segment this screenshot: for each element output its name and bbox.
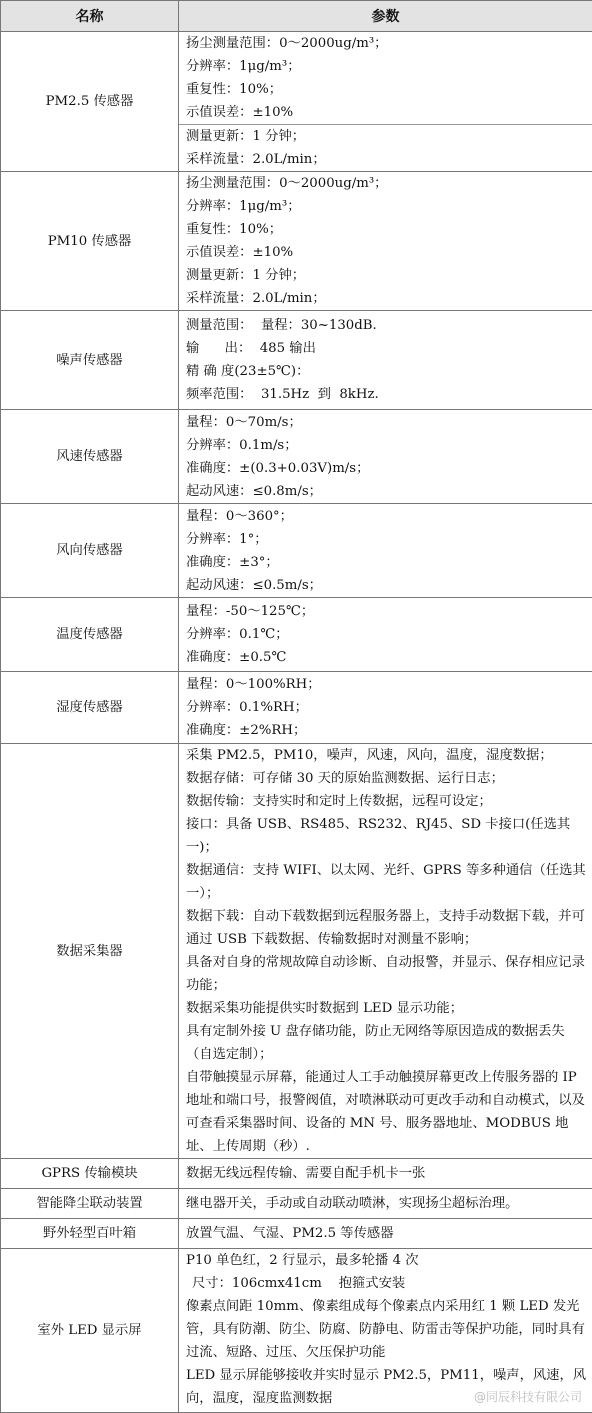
param-line: 量程：-50～125℃； xyxy=(186,600,592,623)
table-row xyxy=(1,172,592,311)
param-line: 频率范围： 31.5Hz 到 8kHz. xyxy=(186,383,592,406)
row-params xyxy=(179,32,592,172)
param-line: 具备对自身的常规故障自动诊断、自动报警，并显示、保存相应记录功能； xyxy=(186,951,592,997)
row-name: 风向传感器 xyxy=(1,504,179,598)
row-name: 风速传感器 xyxy=(1,410,179,504)
table-row xyxy=(1,504,592,598)
param-line: 放置气温、气湿、PM2.5 等传感器 xyxy=(186,1222,592,1245)
param-line: 起动风速：≤0.8m/s； xyxy=(186,480,592,503)
param-line: 分辨率：0.1m/s； xyxy=(186,434,592,457)
param-line: 数据通信：支持 WIFI、以太网、光纤、GPRS 等多种通信（任选其一）； xyxy=(186,859,592,905)
param-line: 重复性：10%； xyxy=(186,78,592,101)
param-line: 扬尘测量范围：0～2000ug/m³； xyxy=(186,32,592,55)
param-line: P10 单色红，2 行显示，最多轮播 4 次 xyxy=(186,1249,592,1272)
param-line: 分辨率：1μg/m³； xyxy=(186,195,592,218)
param-line: 分辨率：1μg/m³； xyxy=(186,55,592,78)
param-line: 数据采集功能提供实时数据到 LED 显示功能； xyxy=(186,997,592,1020)
param-line: LED 显示屏能够接收并实时显示 PM2.5，PM11，噪声，风速，风向，温度，湿度监测数据 xyxy=(186,1364,592,1410)
table-header-row xyxy=(1,1,592,32)
row-name: 数据采集器 xyxy=(1,744,179,1159)
row-params xyxy=(179,410,592,504)
param-line: 分辨率：1°； xyxy=(186,528,592,551)
param-line: 数据存储：可存储 30 天的原始监测数据、运行日志； xyxy=(186,767,592,790)
table-row xyxy=(1,598,592,672)
table-row xyxy=(1,1159,592,1189)
param-line: 采样流量：2.0L/min； xyxy=(186,148,592,171)
param-line: 准确度：±0.5℃ xyxy=(186,646,592,669)
param-line: 继电器开关，手动或自动联动喷淋，实现扬尘超标治理。 xyxy=(186,1192,592,1215)
param-line: 数据下载：自动下载数据到远程服务器上，支持手动数据下载，并可通过 USB 下载数据、传输数据时对测量不影响； xyxy=(186,905,592,951)
row-params xyxy=(179,1219,592,1249)
table-row xyxy=(1,672,592,744)
table-row xyxy=(1,32,592,172)
param-line: 示值误差：±10% xyxy=(186,241,592,264)
param-line: 准确度：±3°； xyxy=(186,551,592,574)
param-line: 像素点间距 10mm、像素组成每个像素点内采用红 1 颗 LED 发光管，具有防潮、防尘、防腐、防静电、防雷击等保护功能，同时具有过流、短路、过压、欠压保护功能 xyxy=(186,1295,592,1364)
param-line: 准确度：±(0.3+0.03V)m/s； xyxy=(186,457,592,480)
row-params xyxy=(179,172,592,311)
row-params xyxy=(179,672,592,744)
row-params xyxy=(179,504,592,598)
header-name: 名称 xyxy=(1,1,179,32)
param-line: 尺寸：106cmx41cm 抱箍式安装 xyxy=(186,1272,592,1295)
param-line: 自带触摸显示屏幕，能通过人工手动触摸屏幕更改上传服务器的 IP 地址和端口号，报警阀值，对喷淋联动可更改手动和自动模式，以及可查看采集器时间、设备的 MN 号、服务器地址、MODBUS 地址、上传周期（秒）. xyxy=(186,1066,592,1158)
param-line: 测量范围： 量程：30~130dB. xyxy=(186,314,592,337)
param-line: 量程：0～100%RH； xyxy=(186,673,592,696)
param-line: 数据传输：支持实时和定时上传数据，远程可设定； xyxy=(186,790,592,813)
row-name: 温度传感器 xyxy=(1,598,179,672)
param-line: 具有定制外接 U 盘存储功能，防止无网络等原因造成的数据丢失（自选定制）； xyxy=(186,1020,592,1066)
row-params xyxy=(179,311,592,410)
param-line: 精 确 度(23±5℃)： xyxy=(186,360,592,383)
param-line: 量程：0～70m/s； xyxy=(186,411,592,434)
param-line: 接口：具备 USB、RS485、RS232、RJ45、SD 卡接口(任选其一)； xyxy=(186,813,592,859)
row-name: PM10 传感器 xyxy=(1,172,179,311)
param-line: 起动风速：≤0.5m/s； xyxy=(186,574,592,597)
param-line: 准确度：±2%RH； xyxy=(186,719,592,742)
param-line: 输 出： 485 输出 xyxy=(186,337,592,360)
table-row xyxy=(1,311,592,410)
param-line: 测量更新：1 分钟； xyxy=(179,124,592,148)
param-line: 采集 PM2.5，PM10，噪声，风速，风向，温度，湿度数据； xyxy=(186,744,592,767)
param-line: 数据无线远程传输、需要自配手机卡一张 xyxy=(186,1162,592,1185)
param-line: 扬尘测量范围：0～2000ug/m³； xyxy=(186,172,592,195)
row-params xyxy=(179,1159,592,1189)
row-name: 噪声传感器 xyxy=(1,311,179,410)
param-line: 重复性：10%； xyxy=(186,218,592,241)
row-params xyxy=(179,1189,592,1219)
row-name: 野外轻型百叶箱 xyxy=(1,1219,179,1249)
table-row xyxy=(1,744,592,1159)
row-params xyxy=(179,744,592,1159)
param-line: 采样流量：2.0L/min； xyxy=(186,287,592,310)
row-name: 智能降尘联动装置 xyxy=(1,1189,179,1219)
row-name: PM2.5 传感器 xyxy=(1,32,179,172)
table-row xyxy=(1,1189,592,1219)
row-params xyxy=(179,598,592,672)
row-name: 湿度传感器 xyxy=(1,672,179,744)
param-line: 分辨率：0.1℃； xyxy=(186,623,592,646)
table-row xyxy=(1,410,592,504)
table-row xyxy=(1,1219,592,1249)
param-line: 测量更新：1 分钟； xyxy=(186,264,592,287)
param-line: 量程：0～360°； xyxy=(186,505,592,528)
watermark: @同辰科技有限公司 xyxy=(474,1388,582,1405)
header-params: 参数 xyxy=(179,1,592,32)
param-line: 示值误差：±10% xyxy=(186,101,592,124)
row-name: 室外 LED 显示屏 xyxy=(1,1249,179,1413)
param-line: 分辨率：0.1%RH； xyxy=(186,696,592,719)
row-name: GPRS 传输模块 xyxy=(1,1159,179,1189)
